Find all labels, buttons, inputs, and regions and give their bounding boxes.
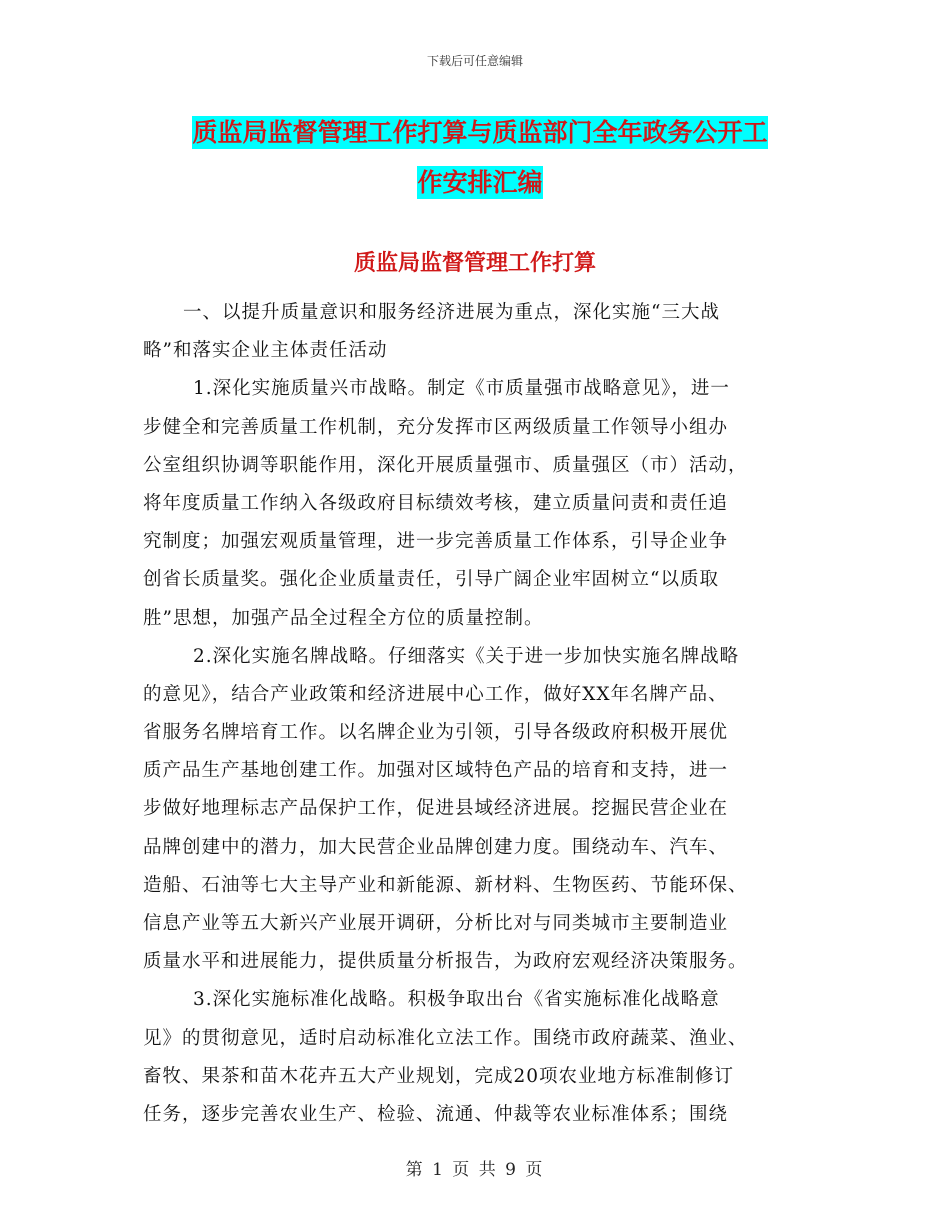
paragraph-line: 步做好地理标志产品保护工作，促进县域经济进展。挖掘民营企业在 [143,798,729,820]
paragraph-line: 略”和落实企业主体责任活动 [143,340,388,362]
paragraph-line: 品牌创建中的潜力，加大民营企业品牌创建力度。围绕动车、汽车、 [143,836,729,858]
paragraph-line: 见》的贯彻意见，适时启动标准化立法工作。围绕市政府蔬菜、渔业、 [143,1027,748,1049]
document-title-line-2: 作安排汇编 [417,168,543,197]
paragraph-line: 造船、石油等七大主导产业和新能源、新材料、生物医药、节能环保、 [143,874,748,896]
header-note: 下载后可任意编辑 [426,54,523,68]
paragraph-line: 任务，逐步完善农业生产、检验、流通、仲裁等农业标准体系；围绕 [143,1103,729,1125]
paragraph-line: 步健全和完善质量工作机制，充分发挥市区两级质量工作领导小组办 [143,416,729,438]
document-title-line-1: 质监局监督管理工作打算与质监部门全年政务公开工 [192,118,768,147]
paragraph-line: 质产品生产基地创建工作。加强对区域特色产品的培育和支持，进一 [143,760,729,782]
paragraph-line: 创省长质量奖。强化企业质量责任，引导广阔企业牢固树立“以质取 [143,569,719,591]
paragraph-line: 究制度；加强宏观质量管理，进一步完善质量工作体系，引导企业争 [143,531,729,553]
paragraph-line: 的意见》，结合产业政策和经济进展中心工作，做好XX年名牌产品、 [143,683,728,705]
paragraph-line: 质量水平和进展能力，提供质量分析报告，为政府宏观经济决策服务。 [143,951,748,973]
document-body [143,294,809,1134]
paragraph-line: 一、以提升质量意识和服务经济进展为重点，深化实施“三大战 [183,302,720,323]
paragraph-line: 省服务名牌培育工作。以名牌企业为引领，引导各级政府积极开展优 [143,722,729,744]
paragraph-line: 3.深化实施标准化战略。积极争取出台《省实施标准化战略意 [193,989,720,1011]
paragraph-line: 公室组织协调等职能作用，深化开展质量强市、质量强区（市）活动， [143,454,748,476]
paragraph-line: 1.深化实施质量兴市战略。制定《市质量强市战略意见》，进一 [193,378,730,400]
paragraph-line: 畜牧、果茶和苗木花卉五大产业规划，完成20项农业地方标准制修订 [143,1065,735,1087]
section-title: 质监局监督管理工作打算 [353,251,596,276]
document-title [140,108,820,208]
paragraph-line: 将年度质量工作纳入各级政府目标绩效考核，建立质量问责和责任追 [143,492,729,514]
paragraph-line: 信息产业等五大新兴产业展开调研，分析比对与同类城市主要制造业 [143,913,729,934]
paragraph-line: 胜”思想，加强产品全过程全方位的质量控制。 [143,607,544,629]
paragraph-line: 2.深化实施名牌战略。仔细落实《关于进一步加快实施名牌战略 [193,645,740,667]
page-number-footer: 第 1 页 共 9 页 [405,1160,545,1180]
